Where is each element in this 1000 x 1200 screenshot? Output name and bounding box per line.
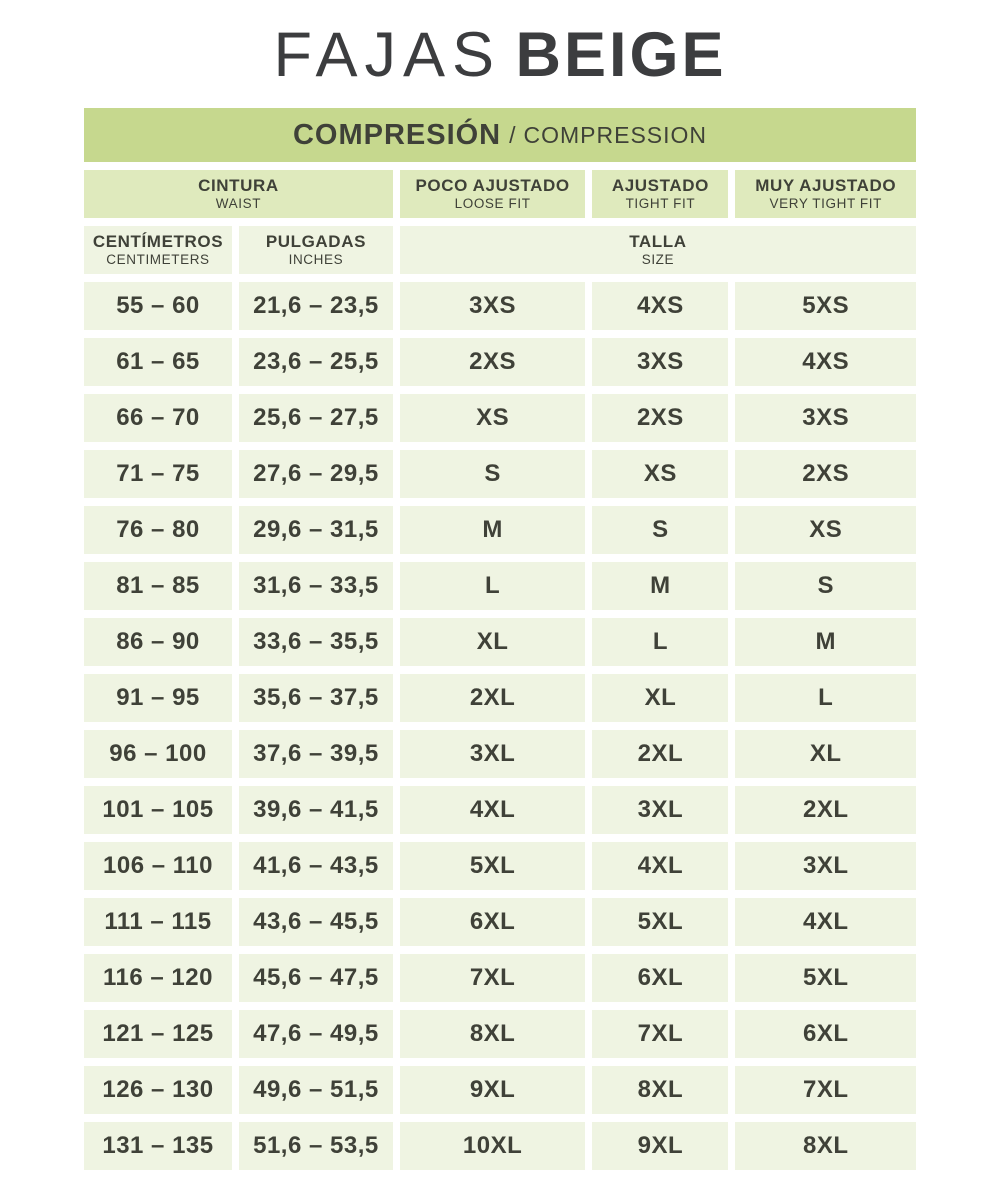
cell-cm-range: 81 – 85	[84, 562, 232, 610]
header-talla	[400, 226, 916, 274]
cell-size-tight-fit: 8XL	[592, 1066, 728, 1114]
header-pulgadas	[239, 226, 393, 274]
cell-inches-range: 39,6 – 41,5	[239, 786, 393, 834]
cell-size-loose-fit: L	[400, 562, 585, 610]
cell-size-loose-fit: XS	[400, 394, 585, 442]
cell-size-tight-fit: S	[592, 506, 728, 554]
cell-size-very-tight-fit: 3XL	[735, 842, 916, 890]
size-table	[84, 170, 916, 1170]
cell-size-tight-fit: L	[592, 618, 728, 666]
header-muy-ajustado-sub: VERY TIGHT FIT	[769, 196, 882, 211]
header-talla-main: TALLA	[629, 232, 687, 251]
cell-inches-range: 45,6 – 47,5	[239, 954, 393, 1002]
header-ajustado	[592, 170, 728, 218]
cell-size-loose-fit: 2XS	[400, 338, 585, 386]
page-title	[0, 0, 1000, 108]
cell-inches-range: 29,6 – 31,5	[239, 506, 393, 554]
banner-label-en: COMPRESSION	[523, 121, 708, 148]
cell-size-very-tight-fit: 5XS	[735, 282, 916, 330]
cell-size-very-tight-fit: M	[735, 618, 916, 666]
cell-inches-range: 51,6 – 53,5	[239, 1122, 393, 1170]
cell-inches-range: 21,6 – 23,5	[239, 282, 393, 330]
cell-size-tight-fit: XL	[592, 674, 728, 722]
cell-size-tight-fit: 9XL	[592, 1122, 728, 1170]
cell-size-tight-fit: M	[592, 562, 728, 610]
cell-inches-range: 49,6 – 51,5	[239, 1066, 393, 1114]
page-title-fajas: FAJAS	[273, 20, 502, 90]
header-cintura-main: CINTURA	[198, 176, 279, 195]
cell-size-tight-fit: 2XS	[592, 394, 728, 442]
cell-size-loose-fit: S	[400, 450, 585, 498]
cell-cm-range: 101 – 105	[84, 786, 232, 834]
cell-size-tight-fit: XS	[592, 450, 728, 498]
cell-size-very-tight-fit: 4XS	[735, 338, 916, 386]
cell-inches-range: 37,6 – 39,5	[239, 730, 393, 778]
cell-size-very-tight-fit: 4XL	[735, 898, 916, 946]
size-chart	[84, 108, 916, 1170]
cell-inches-range: 27,6 – 29,5	[239, 450, 393, 498]
cell-cm-range: 55 – 60	[84, 282, 232, 330]
cell-cm-range: 106 – 110	[84, 842, 232, 890]
cell-inches-range: 23,6 – 25,5	[239, 338, 393, 386]
cell-size-tight-fit: 4XL	[592, 842, 728, 890]
cell-cm-range: 111 – 115	[84, 898, 232, 946]
cell-size-tight-fit: 7XL	[592, 1010, 728, 1058]
cell-size-loose-fit: XL	[400, 618, 585, 666]
header-pulgadas-sub: INCHES	[288, 252, 344, 267]
header-cintura	[84, 170, 393, 218]
header-ajustado-main: AJUSTADO	[611, 176, 709, 195]
cell-size-very-tight-fit: L	[735, 674, 916, 722]
cell-size-loose-fit: 9XL	[400, 1066, 585, 1114]
cell-inches-range: 47,6 – 49,5	[239, 1010, 393, 1058]
header-centimetros-sub: CENTIMETERS	[106, 252, 210, 267]
cell-inches-range: 35,6 – 37,5	[239, 674, 393, 722]
header-poco-ajustado-main: POCO AJUSTADO	[415, 176, 570, 195]
cell-cm-range: 116 – 120	[84, 954, 232, 1002]
cell-size-very-tight-fit: XS	[735, 506, 916, 554]
cell-size-loose-fit: 4XL	[400, 786, 585, 834]
cell-size-loose-fit: 2XL	[400, 674, 585, 722]
banner-separator: /	[509, 121, 516, 148]
header-muy-ajustado	[735, 170, 916, 218]
cell-size-loose-fit: 8XL	[400, 1010, 585, 1058]
cell-inches-range: 31,6 – 33,5	[239, 562, 393, 610]
header-cintura-sub: WAIST	[215, 196, 262, 211]
cell-cm-range: 86 – 90	[84, 618, 232, 666]
cell-size-loose-fit: 3XS	[400, 282, 585, 330]
cell-size-very-tight-fit: 3XS	[735, 394, 916, 442]
header-ajustado-sub: TIGHT FIT	[625, 196, 696, 211]
cell-cm-range: 126 – 130	[84, 1066, 232, 1114]
cell-cm-range: 91 – 95	[84, 674, 232, 722]
cell-inches-range: 41,6 – 43,5	[239, 842, 393, 890]
cell-size-very-tight-fit: 5XL	[735, 954, 916, 1002]
header-poco-ajustado	[400, 170, 585, 218]
cell-cm-range: 96 – 100	[84, 730, 232, 778]
cell-size-tight-fit: 3XS	[592, 338, 728, 386]
cell-cm-range: 61 – 65	[84, 338, 232, 386]
cell-inches-range: 33,6 – 35,5	[239, 618, 393, 666]
cell-size-very-tight-fit: 7XL	[735, 1066, 916, 1114]
cell-size-loose-fit: 10XL	[400, 1122, 585, 1170]
cell-cm-range: 131 – 135	[84, 1122, 232, 1170]
cell-size-very-tight-fit: XL	[735, 730, 916, 778]
cell-size-tight-fit: 3XL	[592, 786, 728, 834]
cell-size-very-tight-fit: 2XL	[735, 786, 916, 834]
page-title-beige: BEIGE	[515, 20, 727, 90]
header-pulgadas-main: PULGADAS	[265, 232, 367, 251]
cell-size-tight-fit: 6XL	[592, 954, 728, 1002]
cell-inches-range: 25,6 – 27,5	[239, 394, 393, 442]
cell-size-loose-fit: 6XL	[400, 898, 585, 946]
cell-inches-range: 43,6 – 45,5	[239, 898, 393, 946]
header-muy-ajustado-main: MUY AJUSTADO	[755, 176, 897, 195]
cell-size-very-tight-fit: 6XL	[735, 1010, 916, 1058]
cell-size-tight-fit: 4XS	[592, 282, 728, 330]
cell-cm-range: 66 – 70	[84, 394, 232, 442]
cell-cm-range: 76 – 80	[84, 506, 232, 554]
cell-cm-range: 71 – 75	[84, 450, 232, 498]
banner-label-es: COMPRESIÓN	[292, 118, 502, 151]
cell-size-very-tight-fit: S	[735, 562, 916, 610]
cell-size-tight-fit: 5XL	[592, 898, 728, 946]
header-centimetros-main: CENTÍMETROS	[92, 232, 224, 251]
cell-size-loose-fit: 3XL	[400, 730, 585, 778]
header-poco-ajustado-sub: LOOSE FIT	[454, 196, 531, 211]
cell-size-loose-fit: 5XL	[400, 842, 585, 890]
cell-size-loose-fit: M	[400, 506, 585, 554]
compression-banner	[84, 108, 916, 162]
header-talla-sub: SIZE	[641, 252, 675, 267]
header-centimetros	[84, 226, 232, 274]
cell-size-tight-fit: 2XL	[592, 730, 728, 778]
cell-cm-range: 121 – 125	[84, 1010, 232, 1058]
cell-size-loose-fit: 7XL	[400, 954, 585, 1002]
cell-size-very-tight-fit: 8XL	[735, 1122, 916, 1170]
cell-size-very-tight-fit: 2XS	[735, 450, 916, 498]
